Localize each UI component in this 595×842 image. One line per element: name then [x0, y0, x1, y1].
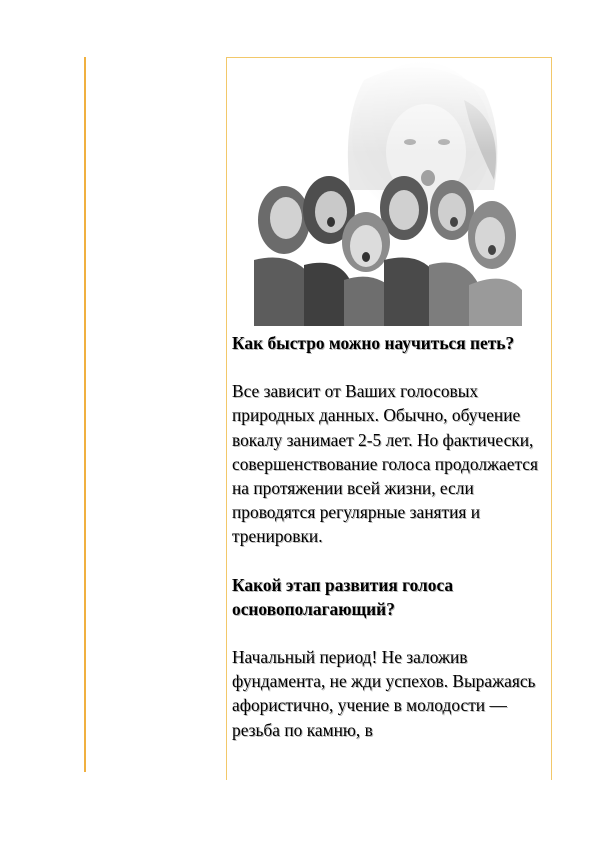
- answer-paragraph-1: Все зависит от Ваших голосовых природных данных. Обычно, обучение вокалу занимает 2-5 лет. Но фактически, совершенствование голоса продолжается на протяжении всей жизни, если проводятся регулярные занятия и тренировки.: [232, 381, 538, 547]
- question-heading-2: Какой этап развития голоса основополагающий?: [232, 574, 454, 619]
- question-heading-1: Как быстро можно научиться петь?: [232, 333, 515, 353]
- left-margin-rule: [84, 57, 86, 772]
- answer-paragraph-2: Начальный период! Не заложив фундамента, не жди успехов. Выражаясь афористично, учение в молодости — резьба по камню, в: [232, 647, 536, 740]
- article-text: [232, 331, 550, 742]
- choir-children-photo: [254, 60, 522, 326]
